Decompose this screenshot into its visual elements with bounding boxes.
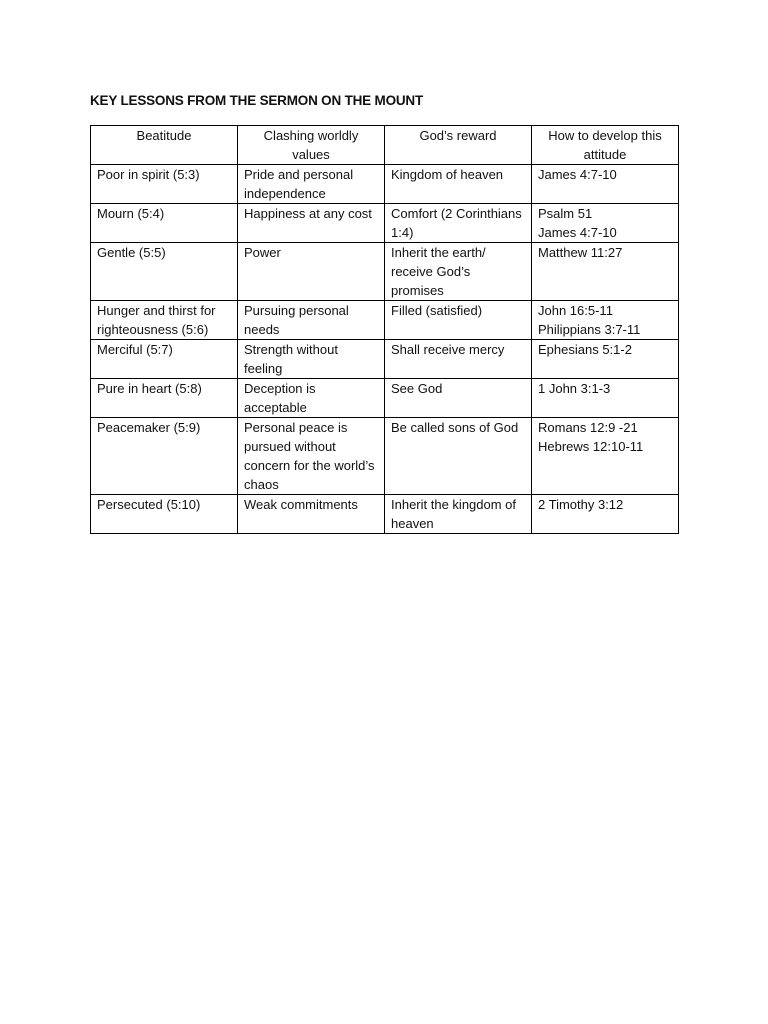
- worldly-values-cell: Deception is acceptable: [238, 379, 385, 418]
- scripture-reference: Philippians 3:7-11: [538, 322, 641, 337]
- reward-cell: See God: [385, 379, 532, 418]
- table-row: [91, 204, 679, 243]
- develop-cell: [532, 418, 679, 495]
- reward-cell: Filled (satisfied): [385, 301, 532, 340]
- worldly-values-cell: Happiness at any cost: [238, 204, 385, 243]
- table-row: [91, 340, 679, 379]
- table-row: [91, 165, 679, 204]
- scripture-reference: Hebrews 12:10-11: [538, 439, 644, 454]
- worldly-values-cell: Weak commitments: [238, 495, 385, 534]
- column-header-beatitude: Beatitude: [91, 126, 238, 165]
- beatitude-cell: Mourn (5:4): [91, 204, 238, 243]
- worldly-values-cell: Personal peace is pursued without concern for the world’s chaos: [238, 418, 385, 495]
- table-header-row: [91, 126, 679, 165]
- scripture-reference: Psalm 51: [538, 206, 593, 221]
- reward-cell: Inherit the earth/ receive God’s promises: [385, 243, 532, 301]
- beatitude-cell: Gentle (5:5): [91, 243, 238, 301]
- beatitude-cell: Persecuted (5:10): [91, 495, 238, 534]
- beatitude-cell: Merciful (5:7): [91, 340, 238, 379]
- reward-cell: Shall receive mercy: [385, 340, 532, 379]
- column-header-worldly-values: Clashing worldly values: [238, 126, 385, 165]
- column-header-how-to-develop: How to develop this attitude: [532, 126, 679, 165]
- scripture-reference: John 16:5-11: [538, 303, 613, 318]
- develop-cell: [532, 495, 679, 534]
- table-row: [91, 379, 679, 418]
- reward-cell: Be called sons of God: [385, 418, 532, 495]
- reward-cell: Comfort (2 Corinthians 1:4): [385, 204, 532, 243]
- page-title: KEY LESSONS FROM THE SERMON ON THE MOUNT: [90, 93, 424, 108]
- develop-cell: [532, 379, 679, 418]
- scripture-reference: 2 Timothy 3:12: [538, 497, 624, 512]
- develop-cell: [532, 340, 679, 379]
- develop-cell: [532, 204, 679, 243]
- scripture-reference: Romans 12:9 -21: [538, 420, 638, 435]
- develop-cell: [532, 243, 679, 301]
- scripture-reference: Ephesians 5:1-2: [538, 342, 632, 357]
- table-row: [91, 243, 679, 301]
- column-header-gods-reward: God’s reward: [385, 126, 532, 165]
- reward-cell: Kingdom of heaven: [385, 165, 532, 204]
- table-row: [91, 495, 679, 534]
- scripture-reference: James 4:7-10: [538, 167, 617, 182]
- table-row: [91, 418, 679, 495]
- beatitude-cell: Hunger and thirst for righteousness (5:6): [91, 301, 238, 340]
- reward-cell: Inherit the kingdom of heaven: [385, 495, 532, 534]
- develop-cell: [532, 165, 679, 204]
- scripture-reference: 1 John 3:1-3: [538, 381, 611, 396]
- beatitude-cell: Peacemaker (5:9): [91, 418, 238, 495]
- worldly-values-cell: Power: [238, 243, 385, 301]
- worldly-values-cell: Pursuing personal needs: [238, 301, 385, 340]
- worldly-values-cell: Pride and personal independence: [238, 165, 385, 204]
- beatitudes-table: [90, 125, 679, 534]
- worldly-values-cell: Strength without feeling: [238, 340, 385, 379]
- beatitude-cell: Poor in spirit (5:3): [91, 165, 238, 204]
- table-row: [91, 301, 679, 340]
- scripture-reference: James 4:7-10: [538, 225, 617, 240]
- beatitude-cell: Pure in heart (5:8): [91, 379, 238, 418]
- scripture-reference: Matthew 11:27: [538, 245, 623, 260]
- develop-cell: [532, 301, 679, 340]
